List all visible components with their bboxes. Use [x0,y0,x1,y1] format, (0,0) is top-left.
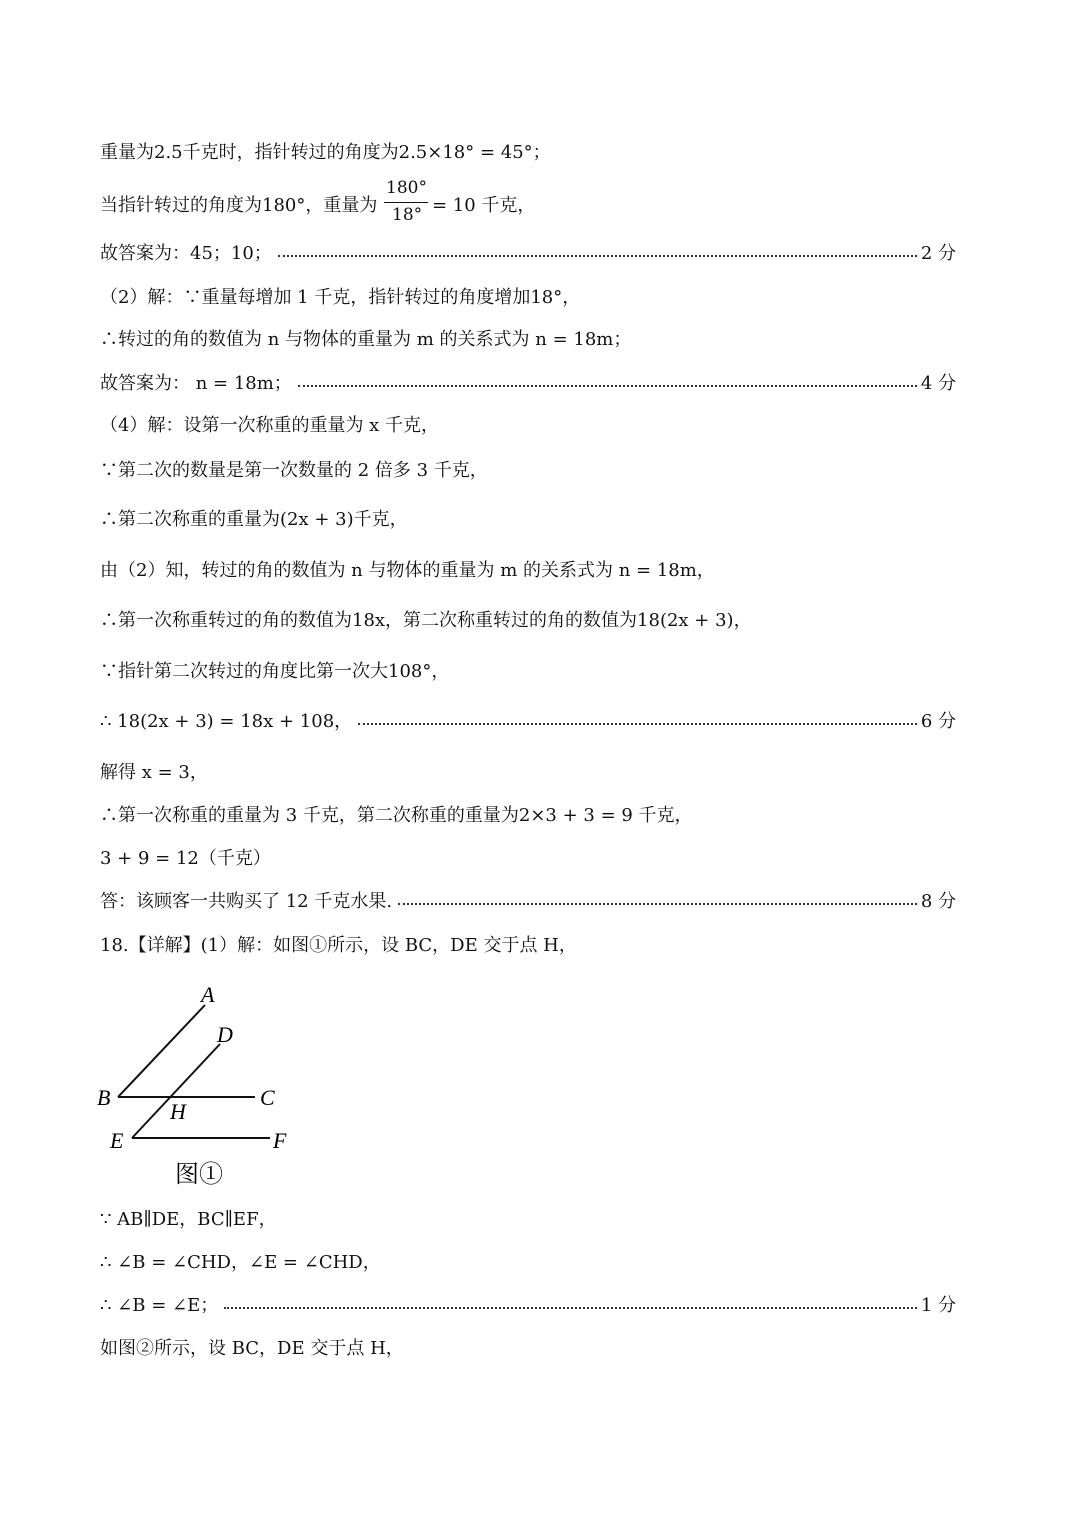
text-line: ∴第二次称重的重量为(2x + 3)千克， [100,509,408,530]
text-line: 3 + 9 = 12（千克） [100,848,271,869]
point-label-d: D [217,1022,233,1047]
text-line: ∵ AB∥DE，BC∥EF， [100,1209,277,1230]
point-label-e: E [110,1128,124,1153]
point-label-f: F [273,1128,287,1153]
text-line: 如图②所示，设 BC，DE 交于点 H， [100,1338,404,1359]
score-points: 6 分 [920,711,956,732]
segment-ba [118,1005,205,1097]
text-line: ∴第一次称重转过的角的数值为18x，第二次称重转过的角的数值为18(2x + 3)， [100,610,752,631]
point-label-c: C [260,1085,275,1110]
score-points: 1 分 [920,1295,956,1316]
point-label-h: H [170,1099,186,1124]
text-line: ∵第二次的数量是第一次数量的 2 倍多 3 千克， [100,460,488,481]
score-points: 2 分 [920,243,956,264]
text-line: ∴转过的角的数值为 n 与物体的重量为 m 的关系式为 n = 18m； [100,329,632,350]
text-line: （2）解：∵重量每增加 1 千克，指针转过的角度增加18°， [100,287,581,308]
dot-leader [398,889,917,905]
point-label-b: B [97,1085,111,1110]
dot-leader [298,371,917,387]
dot-leader [278,241,917,257]
fraction-denominator: 18° [392,205,423,225]
text-segment: = 10 千克， [432,195,536,216]
fraction-bar [384,202,428,203]
score-line: 故答案为： n = 18m； 4 分 [100,371,956,397]
text-line: ∴ ∠B = ∠CHD，∠E = ∠CHD， [100,1252,381,1273]
point-label-a: A [201,982,215,1007]
score-line: 故答案为：45；10； 2 分 [100,241,956,267]
geometry-figure-1 [95,980,305,1190]
fraction-numerator: 180° [386,178,427,198]
figure-caption: 图① [175,1162,223,1188]
text-line: （4）解：设第一次称重的重量为 x 千克， [100,415,440,436]
text-line: 重量为2.5千克时，指针转过的角度为2.5×18° = 45°； [100,142,551,163]
score-line: ∴ ∠B = ∠E； 1 分 [100,1293,956,1319]
text-line: ∵指针第二次转过的角度比第一次大108°， [100,661,450,682]
fraction-line [100,177,700,227]
score-line: ∴ 18(2x + 3) = 18x + 108， 6 分 [100,709,956,735]
text-segment: 当指针转过的角度为180°，重量为 [100,195,378,216]
dot-leader [358,709,917,725]
section-heading: 18.【详解】(1）解：如图①所示，设 BC，DE 交于点 H， [100,935,577,956]
dot-leader [224,1293,917,1309]
text-line: 由（2）知，转过的角的数值为 n 与物体的重量为 m 的关系式为 n = 18m， [100,560,715,581]
text-line: ∴第一次称重的重量为 3 千克，第二次称重的重量为2×3 + 3 = 9 千克， [100,805,693,826]
text-line: 解得 x = 3， [100,762,208,783]
score-line: 答：该顾客一共购买了 12 千克水果. 8 分 [100,889,956,915]
score-points: 4 分 [920,373,956,394]
score-points: 8 分 [920,891,956,912]
